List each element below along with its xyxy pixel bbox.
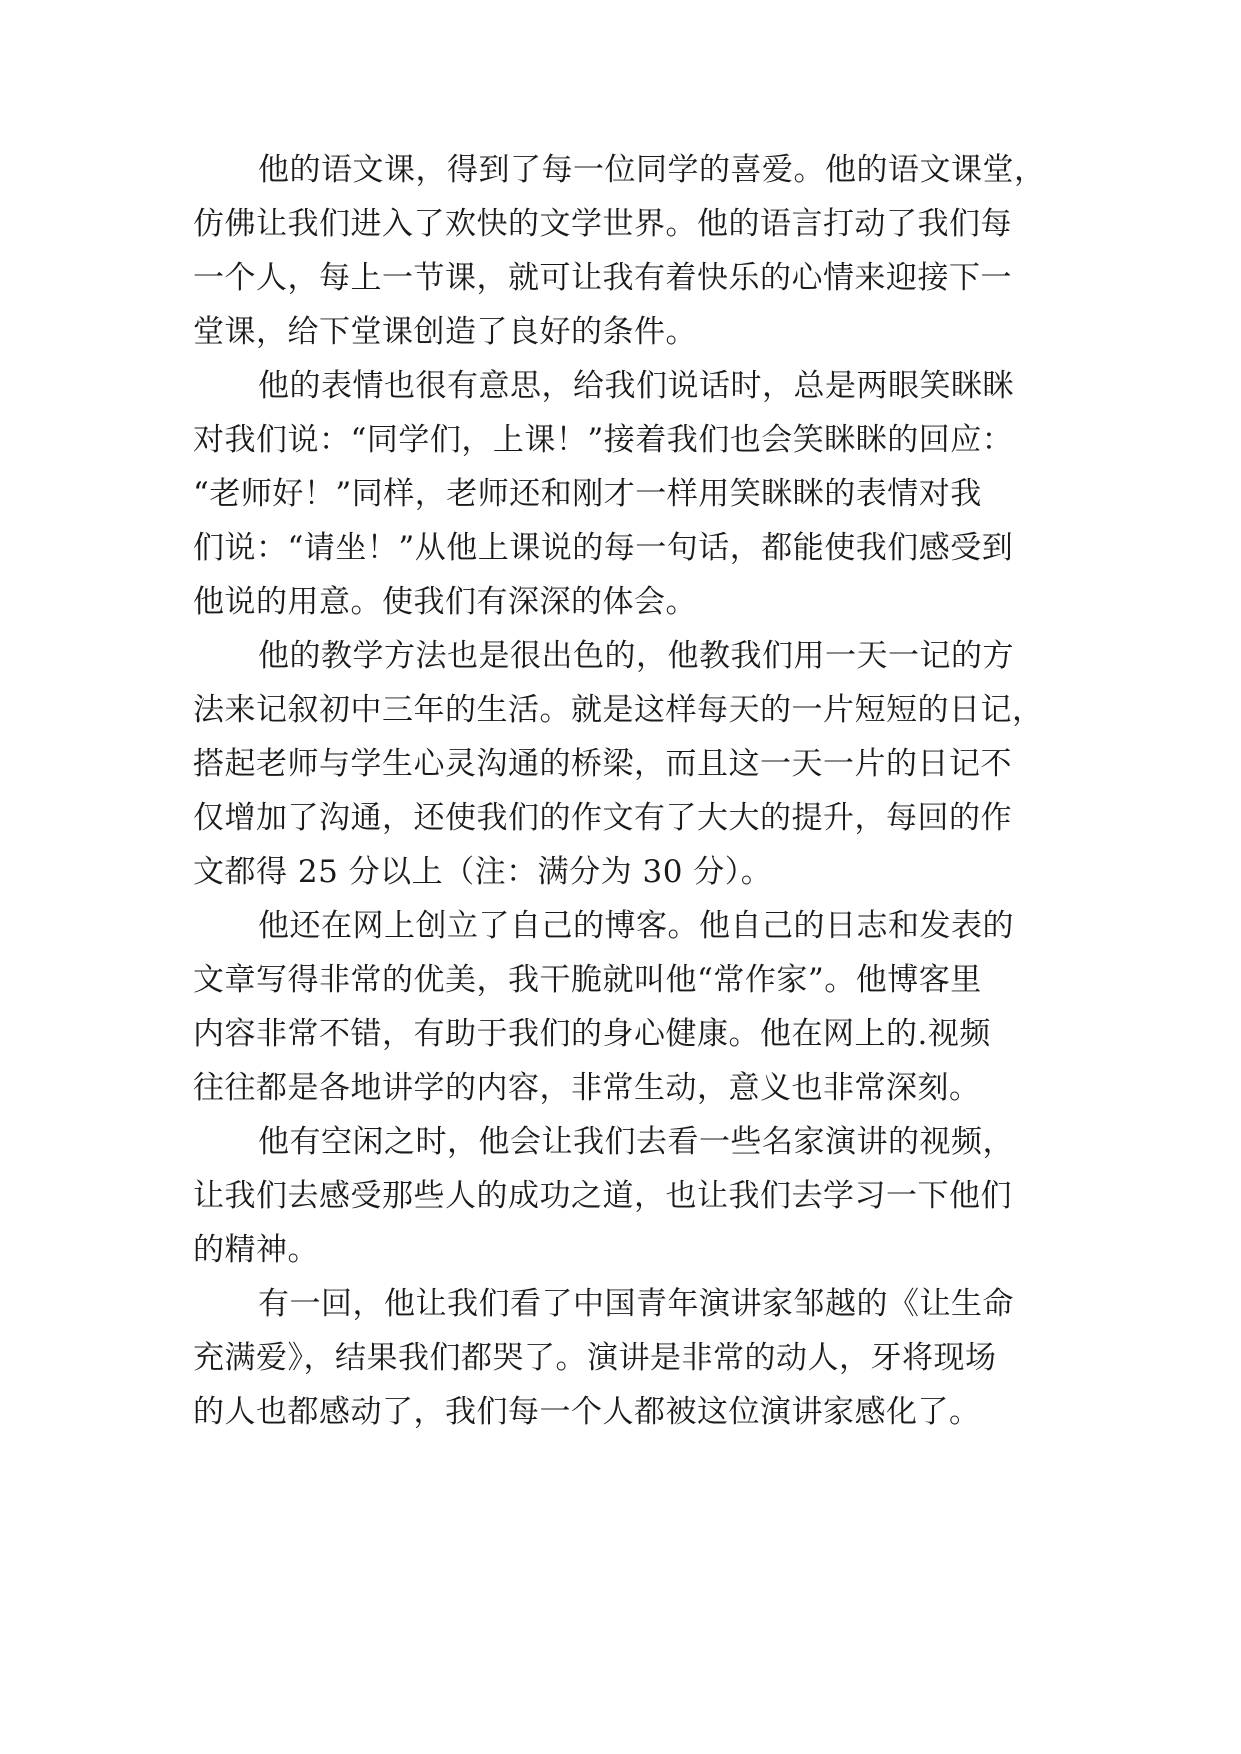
paragraph-2-line-2: 对我们说：“同学们，上课！”接着我们也会笑眯眯的回应： [193,422,1014,458]
paragraph-3-line-3: 搭起老师与学生心灵沟通的桥梁，而且这一天一片的日记不 [193,746,1012,782]
paragraph-4-line-2: 文章写得非常的优美，我干脆就叫他“常作家”。他博客里 [193,962,982,998]
paragraph-3-line-1: 他的教学方法也是很出色的，他教我们用一天一记的方 [258,638,1014,674]
paragraph-1-line-1: 他的语文课，得到了每一位同学的喜爱。他的语文课堂， [258,152,1046,188]
paragraph-6-line-2: 充满爱》，结果我们都哭了。演讲是非常的动人，牙将现场 [193,1340,997,1376]
paragraph-2-line-1: 他的表情也很有意思，给我们说话时，总是两眼笑眯眯 [258,368,1014,404]
paragraph-6-line-3: 的人也都感动了，我们每一个人都被这位演讲家感化了。 [193,1394,981,1430]
paragraph-3-line-4: 仅增加了沟通，还使我们的作文有了大大的提升，每回的作 [193,800,1012,836]
paragraph-6-line-1: 有一回，他让我们看了中国青年演讲家邹越的《让生命 [258,1286,1014,1322]
paragraph-4-line-1: 他还在网上创立了自己的博客。他自己的日志和发表的 [258,908,1014,944]
paragraph-5-line-1: 他有空闲之时，他会让我们去看一些名家演讲的视频， [258,1124,1014,1160]
paragraph-1-line-2: 仿佛让我们进入了欢快的文学世界。他的语言打动了我们每 [193,206,1012,242]
paragraph-2-line-4: 们说：“请坐！”从他上课说的每一句话，都能使我们感受到 [193,530,1014,566]
paragraph-4-line-3: 内容非常不错，有助于我们的身心健康。他在网上的.视频 [193,1016,991,1052]
paragraph-2-line-3: “老师好！”同样，老师还和刚才一样用笑眯眯的表情对我 [193,476,982,512]
paragraph-3-line-2: 法来记叙初中三年的生活。就是这样每天的一片短短的日记， [193,692,1044,728]
paragraph-5-line-2: 让我们去感受那些人的成功之道，也让我们去学习一下他们 [193,1178,1012,1214]
paragraph-2-line-5: 他说的用意。使我们有深深的体会。 [193,584,697,620]
paragraph-5-line-3: 的精神。 [193,1232,319,1268]
paragraph-1-line-3: 一个人，每上一节课，就可让我有着快乐的心情来迎接下一 [193,260,1012,296]
paragraph-1-line-4: 堂课，给下堂课创造了良好的条件。 [193,314,697,350]
paragraph-4-line-4: 往往都是各地讲学的内容，非常生动，意义也非常深刻。 [193,1070,981,1106]
paragraph-3-line-5: 文都得 25 分以上（注：满分为 30 分）。 [193,854,773,890]
